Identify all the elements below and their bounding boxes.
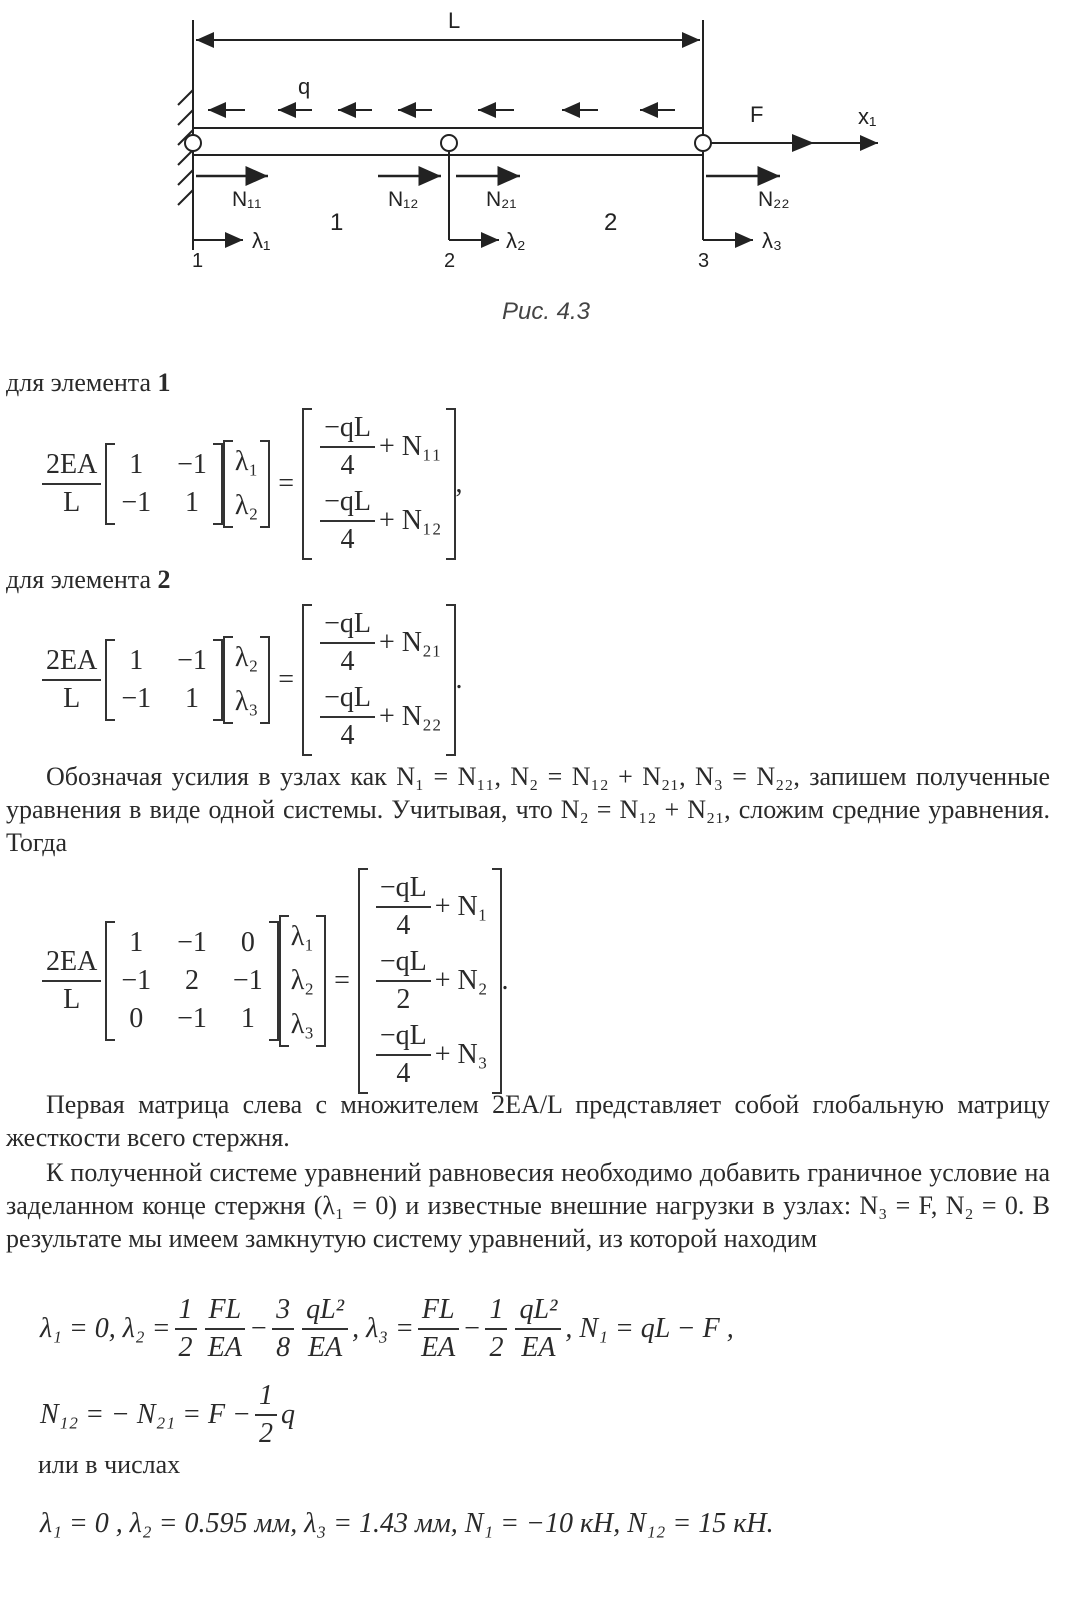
element-1-equation: $\frac{2EA}{L}$ 1 −1 −1 1 λ₁ λ₂ = $\frac{-qL}{4}$ + N₁₁ $\frac{-qL}{4}$ + N₁₂ , (38, 408, 463, 560)
force-label: F (750, 102, 764, 127)
result-line-3: λ₁ = 0 , λ₂ = 0.595 мм, λ₃ = 1.43 мм, N₁ = −10 кН, N₁₂ = 15 кН. (40, 1508, 774, 1539)
n12-label: N₁₂ (388, 188, 419, 211)
n21-label: N₂₁ (486, 188, 517, 211)
lambda1-label: λ₁ (252, 228, 271, 253)
node-2-label: 2 (444, 250, 456, 272)
dimension-line (196, 20, 703, 140)
axis-label: x₁ (858, 104, 877, 129)
lambda3-label: λ₃ (762, 228, 782, 253)
element-2-heading: для элемента 2 (6, 565, 171, 594)
beam-diagram (0, 0, 1092, 300)
element-2-equation: $\frac{2EA}{L}$ 1 −1 −1 1 λ₂ λ₃ = $\frac{-qL}{4}$ + N₂₁ $\frac{-qL}{4}$ + N₂₂ . (38, 604, 463, 756)
in-numbers-label: или в числах (38, 1450, 181, 1479)
n22-label: N₂₂ (758, 188, 790, 211)
n11-label: N₁₁ (232, 188, 262, 211)
element-1-heading: для элемента 1 (6, 368, 171, 397)
element-2-label: 2 (604, 209, 618, 236)
lambda2-label: λ₂ (506, 228, 526, 253)
node-2 (441, 135, 457, 151)
node-1-label: 1 (192, 250, 204, 272)
global-equation: $\frac{2EA}{L}$ 1 −1 0 −1 2 −1 0 −1 1 λ₁ λ₂ λ₃ = $\frac{-qL}{4}$ + N₁ $\frac{-qL}{2}$ + N₂ $\frac{-qL}{4}$ + N₃ . (38, 868, 509, 1094)
figure-caption: Рис. 4.3 (501, 298, 591, 325)
force-arrowhead (792, 134, 814, 152)
paragraph-assembly: Обозначая усилия в узлах как N₁ = N₁₁, N₂ = N₁₂ + N₂₁, N₃ = N₂₂, запишем полученные уравнения в виде одной системы. Учитывая, что N₂ = N₁₂ + N₂₁, сложим средние уравнения. Тогда (6, 762, 1050, 857)
result-line-2: N₁₂ = − N₂₁ = F − $\frac{1}{2}$ q (40, 1380, 295, 1449)
load-label: q (298, 74, 311, 99)
node-3 (695, 135, 711, 151)
node-3-label: 3 (698, 250, 710, 272)
result-line-1: λ₁ = 0, λ₂ = $\frac{1}{2}$ $\frac{FL}{EA}$ − $\frac{3}{8}$ $\frac{\text{qL²}}{EA}$ , λ₃ = $\frac{FL}{EA}$ − $\frac{1}{2}$ $\frac{\text{qL²}}{EA}$ , N₁ = qL − F , (40, 1294, 734, 1363)
paragraph-stiffness: Первая матрица слева с множителем 2EA/L представляет собой глобальную матрицу жесткости всего стержня. (6, 1090, 1050, 1152)
length-label: L (448, 8, 461, 33)
element-1-label: 1 (330, 209, 344, 236)
node-1 (185, 135, 201, 151)
paragraph-boundary: К полученной системе уравнений равновесия необходимо добавить граничное условие на заделанном конце стержня (λ₁ = 0) и известные внешние нагрузки в узлах: N₃ = F, N₂ = 0. В результате мы имеем замкнутую систему уравнений, из которой находим (6, 1158, 1050, 1253)
